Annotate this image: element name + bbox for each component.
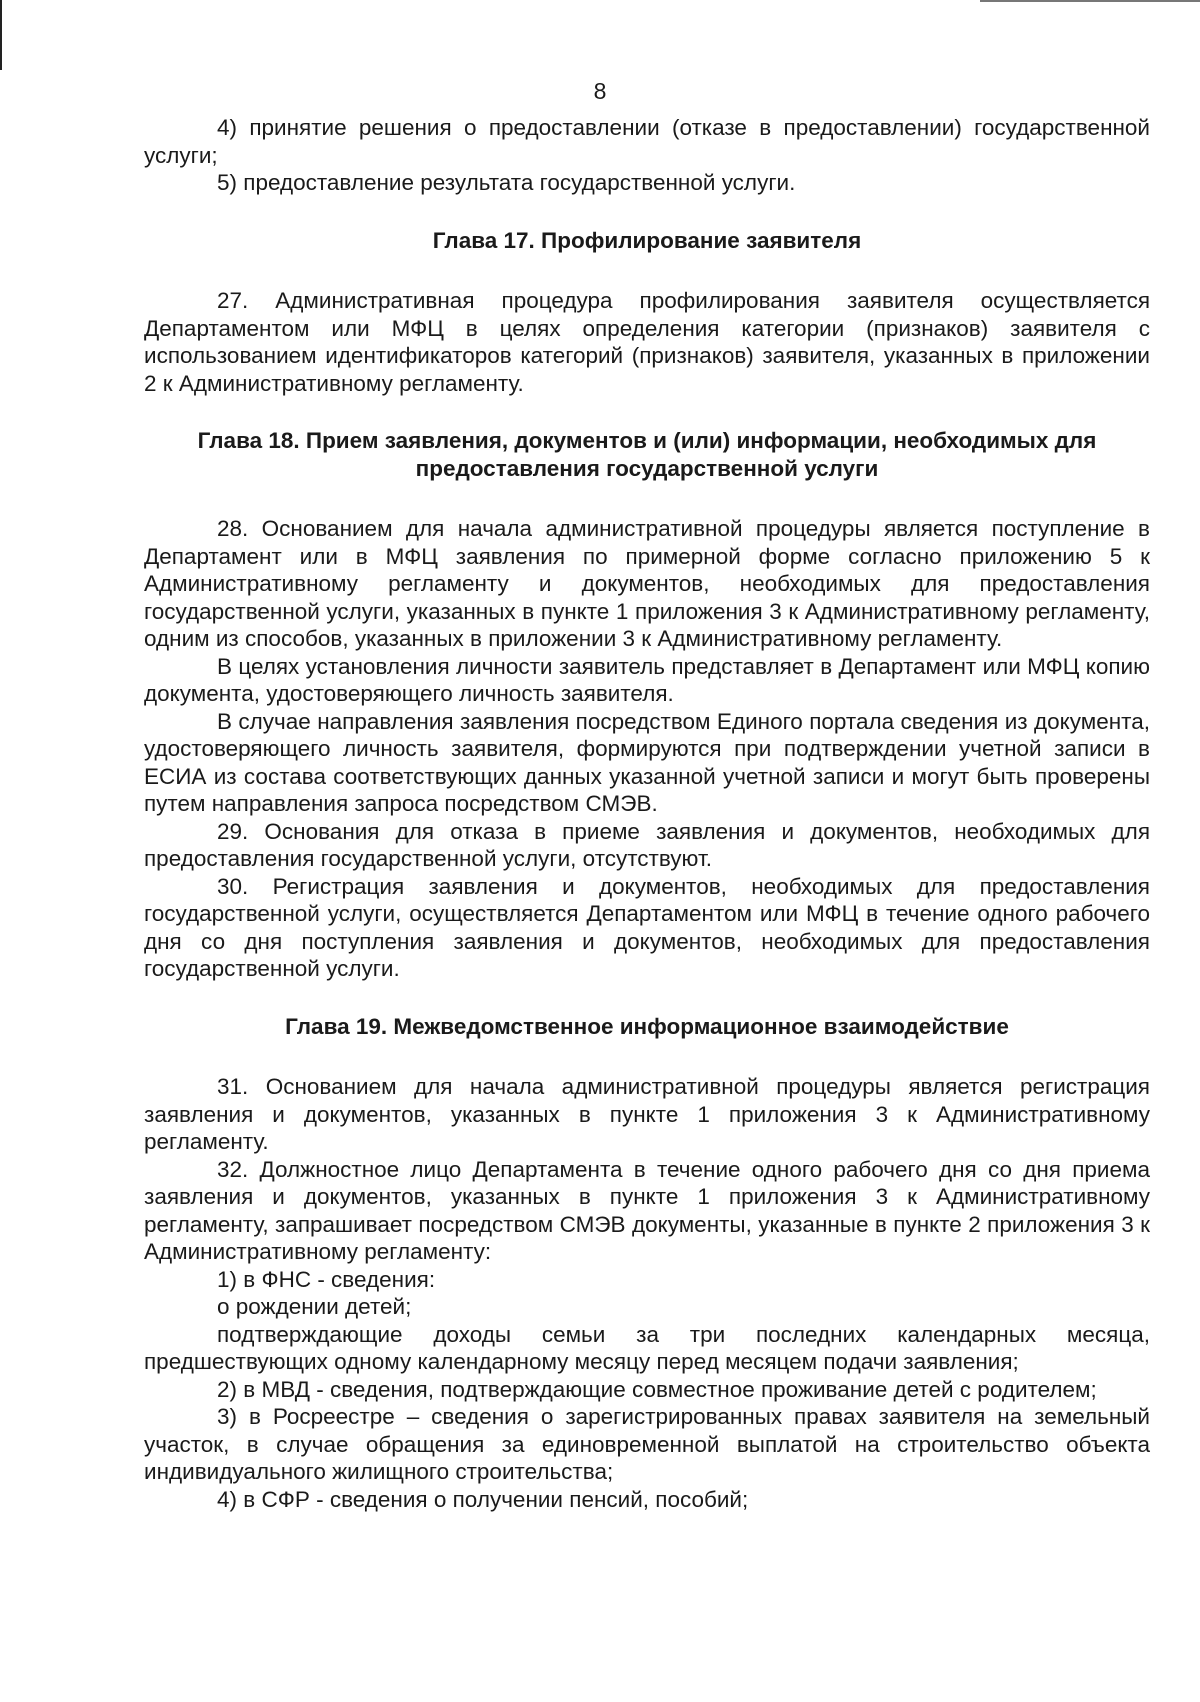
paragraph-27: 27. Административная процедура профилирования заявителя осуществляется Департаментом или МФЦ в целях определения категории (признаков) заявителя с использованием идентификаторов категорий (признаков) заявителя, указанных в приложении 2 к Административному регламенту. [144, 288, 1150, 396]
page-number: 8 [593, 78, 607, 104]
scan-edge-mark [0, 0, 2, 70]
paragraph: В целях установления личности заявитель представляет в Департамент или МФЦ копию документа, удостоверяющего личность заявителя. [144, 653, 1150, 706]
document-body [144, 114, 1150, 1513]
list-item: 4) в СФР - сведения о получении пенсий, пособий; [217, 1486, 749, 1512]
chapter-17-heading: Глава 17. Профилирование заявителя [432, 227, 862, 253]
paragraph-29: 29. Основания для отказа в приеме заявления и документов, необходимых для предоставления государственной услуги, отсутствуют. [144, 818, 1150, 871]
list-item: 5) предоставление результата государственной услуги. [217, 170, 796, 195]
scan-edge-mark [980, 0, 1200, 2]
paragraph: В случае направления заявления посредством Единого портала сведения из документа, удостоверяющего личность заявителя, формируются при подтверждении учетной записи в ЕСИА из состава соответствующих данных указанной учетной записи и могут быть проверены путем направления запроса посредством СМЭВ. [144, 708, 1150, 816]
list-item: 4) принятие решения о предоставлении (отказе в предоставлении) государственной услуги; [144, 115, 1150, 168]
list-item: подтверждающие доходы семьи за три последних календарных месяца, предшествующих одному календарному месяцу перед месяцем подачи заявления; [144, 1321, 1150, 1374]
chapter-19-heading: Глава 19. Межведомственное информационное взаимодействие [285, 1013, 1009, 1039]
list-item: о рождении детей; [217, 1294, 412, 1319]
list-item: 1) в ФНС - сведения: [217, 1266, 436, 1292]
list-item: 2) в МВД - сведения, подтверждающие совместное проживание детей с родителем; [217, 1376, 1097, 1402]
paragraph-31: 31. Основанием для начала административной процедуры является регистрация заявления и документов, указанных в пункте 1 приложения 3 к Административному регламенту. [144, 1074, 1150, 1154]
paragraph-28: 28. Основанием для начала административной процедуры является поступление в Департамент или в МФЦ заявления по примерной форме согласно приложению 5 к Административному регламенту и документов, необходимых для предоставления государственной услуги, указанных в пункте 1 приложения 3 к Административному регламенту, одним из способов, указанных в приложении 3 к Административному регламенту. [144, 516, 1150, 651]
paragraph-32: 32. Должностное лицо Департамента в течение одного рабочего дня со дня приема заявления и документов, указанных в пункте 1 приложения 3 к Административному регламенту, запрашивает посредством СМЭВ документы, указанные в пункте 2 приложения 3 к Административному регламенту: [144, 1156, 1150, 1264]
chapter-18-heading: Глава 18. Прием заявления, документов и (или) информации, необходимых для предоставления государственной услуги [197, 428, 1097, 481]
list-item: 3) в Росреестре – сведения о зарегистрированных правах заявителя на земельный участок, в случае обращения за единовременной выплатой на строительство объекта индивидуального жилищного строительства; [144, 1404, 1150, 1484]
paragraph-30: 30. Регистрация заявления и документов, необходимых для предоставления государственной услуги, осуществляется Департаментом или МФЦ в течение одного рабочего дня со дня поступления заявления и документов, необходимых для предоставления государственной услуги. [144, 873, 1150, 981]
